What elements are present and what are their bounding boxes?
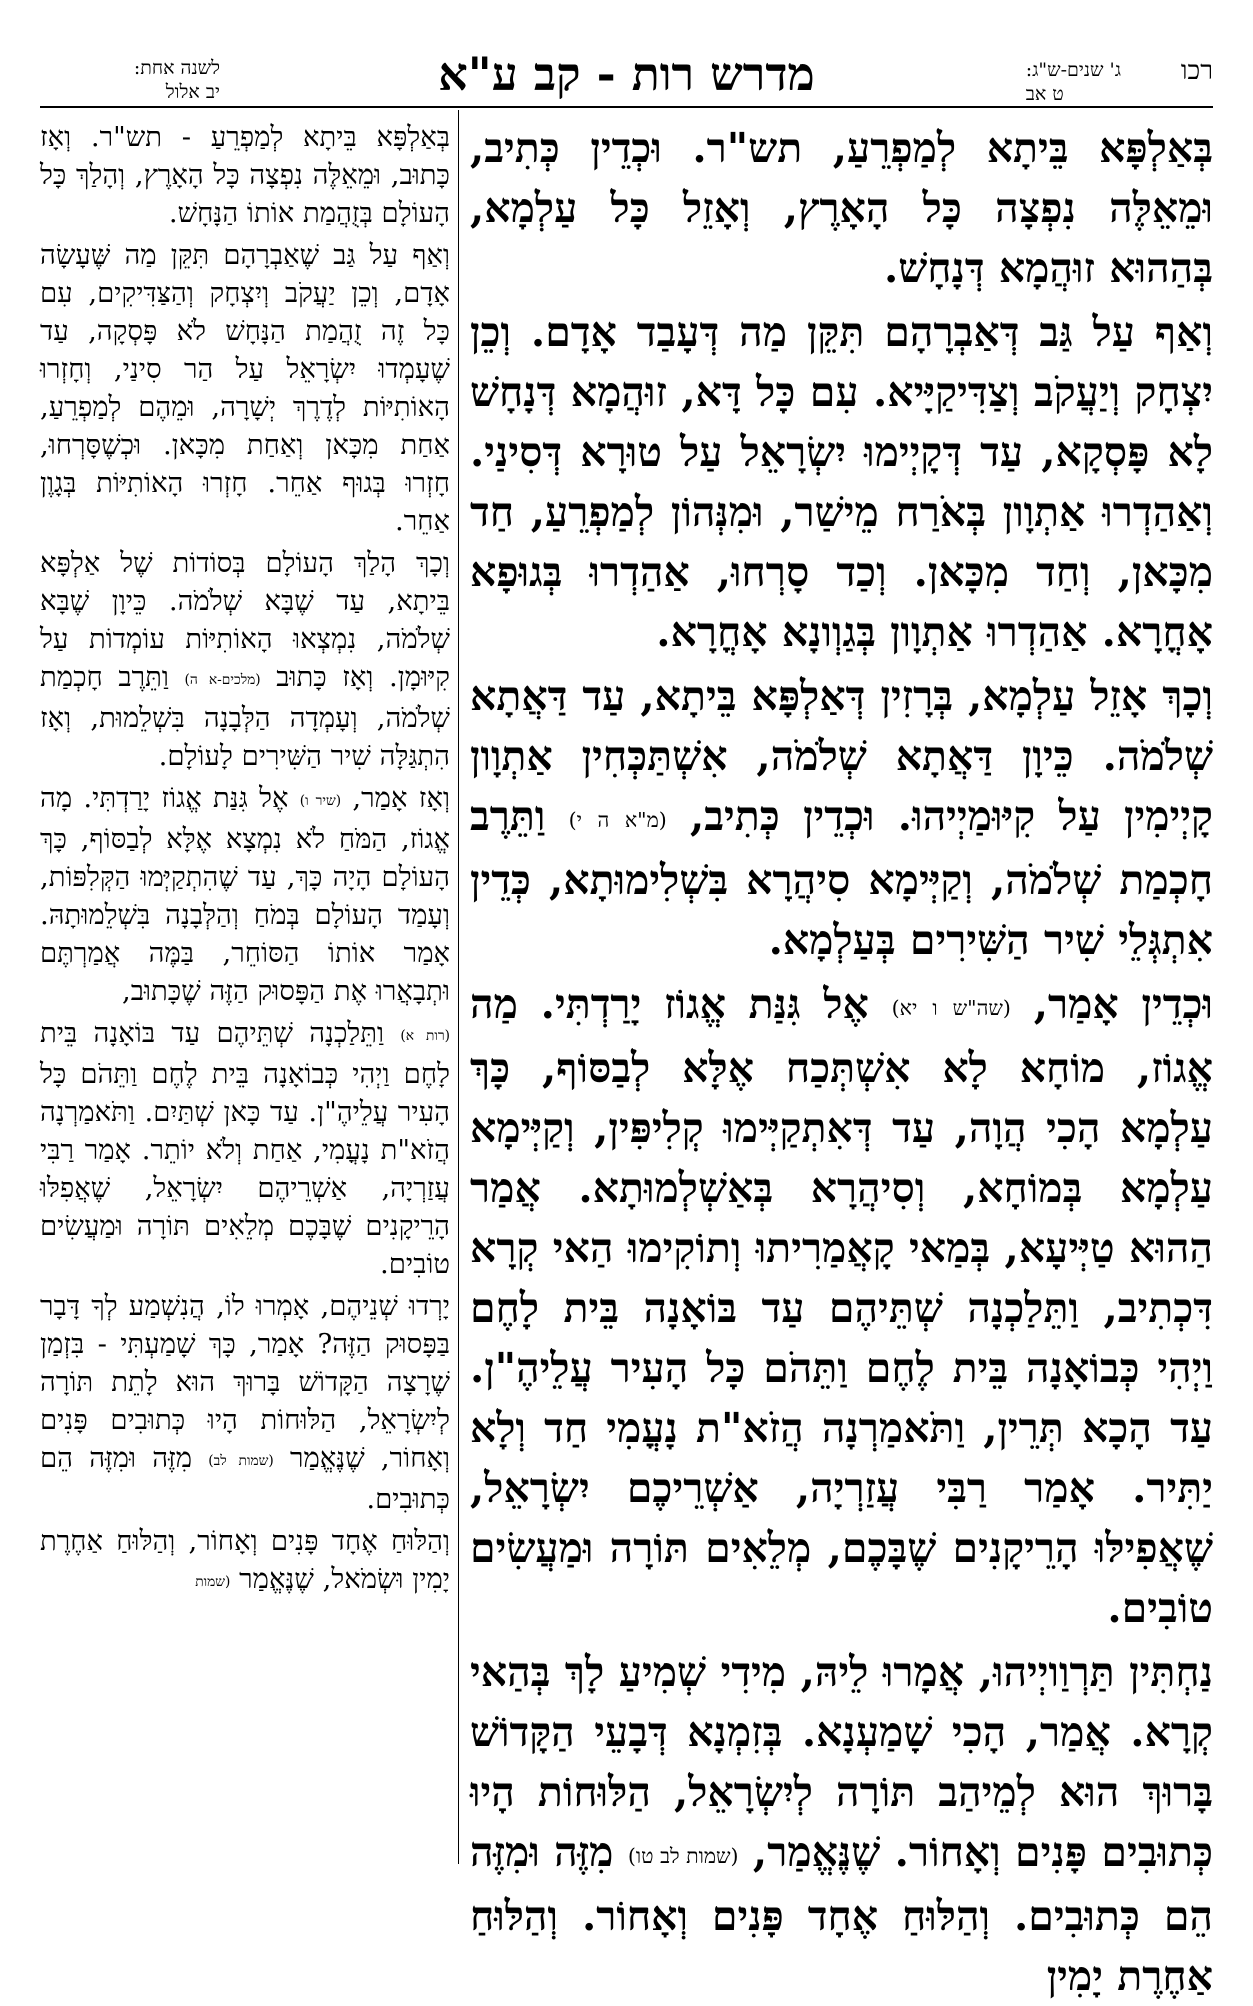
page-title: מדרש רות - קב ע"א bbox=[438, 47, 815, 101]
verse-reference: (שה"ש ו יא) bbox=[891, 995, 1011, 1020]
three-year-date: ט אב bbox=[1025, 83, 1064, 105]
three-year-label: ג' שנים-ש"ג: bbox=[1025, 59, 1121, 81]
aramaic-paragraph: וְאַף עַל גַּב דְּאַבְרָהָם תִּקֵּן מַה דְּעָבַד אָדָם. וְכֵן יִצְחָק וְיַעֲקֹב וְצַדִּיקַיָּיא. עִם כָּל דָּא, זוּהֲמָא דְּנָחָשׁ לָא פָּסְקָא, עַד דְּקָיְימוּ יִשְׂרָאֵל עַל טוּרָא דְּסִינַי. וְאַהַדְרוּ אַתְוָון בְּאֹרַח מֵישַׁר, וּמִנְּהוֹן לְמַפְרֵעַ, חַד מִכָּאן, וְחַד מִכָּאן. וְכַד סָרְחוּ, אַהַדְרוּ בְּגוּפָא אָחֳרָא. אַהַדְרוּ אַתְוָון בְּגַוְונָא אָחֳרָא. bbox=[470, 308, 1213, 656]
hebrew-paragraph: וְכָךְ הָלַךְ הָעוֹלָם בְּסוֹדוֹת שֶׁל אַלְפָּא בֵּיתָא, עַד שֶׁבָּא שְׁלֹמֹה. כֵּיוָן שֶׁבָּא שְׁלֹמֹה, נִמְצְאוּ הָאוֹתִיּוֹת עוֹמְדוֹת עַל קִיּוּמָן. וְאָז כָּתוּב (מלכים-א ה) וַתֵּרֶב חָכְמַת שְׁלֹמֹה, וְעָמְדָה הַלְּבָנָה בִּשְׁלֵמוּת, וְאָז הִתְגַּלָּה שִׁיר הַשִּׁירִים לָעוֹלָם. bbox=[40, 547, 450, 772]
aramaic-paragraph: נַחְתִּין תַּרְוַויְיהוּ, אֲמָרוּ לֵיהּ, מִידִי שְׁמִיעַ לָךְ בְּהַאי קְרָא. אֲמַר, הָכִי שָׁמַעְנָא. בְּזִמְנָא דְּבָעֵי הַקָּדוֹשׁ בָּרוּךְ הוּא לְמֵיהַב תּוֹרָה לְיִשְׂרָאֵל, הַלּוּחוֹת הָיוּ כְּתוּבִים פָּנִים וְאָחוֹר. שֶׁנֶּאֱמַר, (שמות לב טו) מִזֶּה וּמִזֶּה הֵם כְּתוּבִים. וְהַלּוּחַ אֶחָד פָּנִים וְאָחוֹר. וְהַלּוּחַ אַחֶרֶת יָמִין bbox=[470, 1647, 1213, 2000]
hebrew-paragraph: וְאָז אָמַר, (שיר ו) אֶל גִּנַּת אֱגוֹז יָרַדְתִּי. מָה אֱגוֹז, הַמֹּחַ לֹא נִמְצָא אֶלָּא לְבַסּוֹף, כָּךְ הָעוֹלָם הָיָה כָּךְ, עַד שֶׁהִתְקַיְּמוּ הַקְּלִפּוֹת, וְעָמַד הָעוֹלָם בְּמֹחַ וְהַלְּבָנָה בִּשְׁלֵמוּתָהּ. אָמַר אוֹתוֹ הַסּוֹחֵר, בַּמֶּה אֲמַרְתֶּם וּתְבָאֲרוּ אֶת הַפָּסוּק הַזֶּה שֶׁכָּתוּב, bbox=[40, 781, 450, 1007]
verse-reference: (שיר ו) bbox=[299, 792, 342, 809]
hebrew-translation-column bbox=[40, 118, 450, 1864]
one-year-label: לשנה אחת: bbox=[133, 57, 220, 79]
header-rule bbox=[40, 106, 1213, 108]
hebrew-paragraph: וְהַלּוּחַ אֶחָד פָּנִים וְאָחוֹר, וְהַלּוּחַ אַחֶרֶת יָמִין וּשְׂמֹאל, שֶׁנֶּאֱמַר (שמות bbox=[40, 1524, 450, 1595]
aramaic-column bbox=[470, 118, 1213, 2000]
one-year-date: יב אלול bbox=[165, 81, 220, 103]
hebrew-paragraph: יָרְדוּ שְׁנֵיהֶם, אָמְרוּ לוֹ, הֲנִשְׁמַע לְךָ דָּבָר בַּפָּסוּק הַזֶּה? אָמַר, כָּךְ שָׁמַעְתִּי - בִּזְמַן שֶׁרָצָה הַקָּדוֹשׁ בָּרוּךְ הוּא לָתֵת תּוֹרָה לְיִשְׂרָאֵל, הַלּוּחוֹת הָיוּ כְּתוּבִים פָּנִים וְאָחוֹר, שֶׁנֶּאֱמַר (שמות לב) מִזֶּה וּמִזֶּה הֵם כְּתוּבִים. bbox=[40, 1289, 451, 1515]
verse-reference: (שמות לב) bbox=[208, 1452, 274, 1469]
verse-reference: (רות א) bbox=[400, 1027, 450, 1044]
column-divider bbox=[458, 110, 459, 1864]
hebrew-paragraph: (רות א) וַתֵּלַכְנָה שְׁתֵּיהֶם עַד בּוֹאָנָה בֵּית לָחֶם וַיְהִי כְּבוֹאָנָה בֵּית לֶחֶם וַתֵּהֹם כָּל הָעִיר עֲלֵיהֶ"ן. עַד כָּאן שְׁתַּיִם. וַתֹּאמַרְנָה הֲזֹא"ת נָעֳמִי, אַחַת וְלֹא יוֹתֵר. אָמַר רַבִּי עֲזַרְיָה, אַשְׁרֵיהֶם יִשְׂרָאֵל, שֶׁאֲפִלּוּ הָרֵיקָנִים שֶׁבָּכֶם מְלֵאִים תּוֹרָה וּמַעֲשִׂים טוֹבִים. bbox=[40, 1016, 450, 1280]
aramaic-paragraph: בְּאַלְפָּא בֵּיתָא לְמַפְרֵעַ, תש"ר. וּכְדֵין כְּתִיב, וּמֵאֵלֶּה נִפְצָה כָּל הָאָרֶץ, וְאָזֵל כָּל עַלְמָא, בְּהַהוּא זוּהֲמָא דְּנָחָשׁ. bbox=[470, 124, 1213, 292]
aramaic-paragraph: וּכְדֵין אָמַר, (שה"ש ו יא) אֶל גִּנַּת אֱגוֹז יָרַדְתִּי. מַה אֱגוֹז, מוֹחָא לָא אִשְׁתְּכַח אֶלָּא לְבַסּוֹף, כָּךְ עַלְמָא הָכִי הֲוָה, עַד דְּאִתְקַיְּימוּ קְלִיפִּין, וְקַיְּימָא עַלְמָא בְּמוֹחָא, וְסִיהֲרָא בְּאַשְׁלְמוּתָא. אֲמַר הַהוּא טַיְּיעָא, בְּמַאי קָאֲמַרִיתוּ וְתוֹקִימוּ הַאי קְרָא דִּכְתִיב, וַתֵּלַכְנָה שְׁתֵּיהֶם עַד בּוֹאָנָה בֵּית לָחֶם וַיְהִי כְּבוֹאָנָה בֵּית לֶחֶם וַתֵּהֹם כָּל הָעִיר עֲלֵיהֶ"ן. עַד הָכָא תְּרֵין, וַתֹּאמַרְנָה הֲזֹא"ת נָעֳמִי חַד וְלָא יַתִּיר. אָמַר רַבִּי עֲזַרְיָה, אַשְׁרֵיכֶם יִשְׂרָאֵל, שֶׁאֲפִילּוּ הָרֵיקָנִים שֶׁבָּכֶם, מְלֵאִים תּוֹרָה וּמַעֲשִׂים טוֹבִים. bbox=[470, 979, 1213, 1632]
hebrew-paragraph: וְאַף עַל גַּב שֶׁאַבְרָהָם תִּקֵּן מַה שֶּׁעָשָׂה אָדָם, וְכֵן יַעֲקֹב וְיִצְחָק וְהַצַּדִּיקִים, עִם כָּל זֶה זֻהֲמַת הַנָּחָשׁ לֹא פָּסְקָה, עַד שֶׁעָמְדוּ יִשְׂרָאֵל עַל הַר סִינַי, וְחָזְרוּ הָאוֹתִיּוֹת לְדֶרֶךְ יְשָׁרָה, וּמֵהֶם לְמַפְרֵעַ, אַחַת מִכָּאן וְאַחַת מִכָּאן. וּכְשֶׁסָּרְחוּ, חָזְרוּ בְּגוּף אַחֵר. חָזְרוּ הָאוֹתִיּוֹת בְּגָוֶן אַחֵר. bbox=[40, 239, 450, 537]
hebrew-paragraph: בְּאַלְפָּא בֵּיתָא לְמַפְרֵעַ - תש"ר. וְאָז כָּתוּב, וּמֵאֵלֶּה נִפְצָה כָּל הָאָרֶץ, וְהָלַךְ כָּל הָעוֹלָם בְּזֻהֲמַת אוֹתוֹ הַנָּחָשׁ. bbox=[40, 121, 450, 229]
page-number: רכו bbox=[1180, 56, 1213, 86]
aramaic-paragraph: וְכָךְ אָזֵל עַלְמָא, בְּרָזִין דְּאַלְפָּא בֵּיתָא, עַד דַּאֲתָא שְׁלֹמֹה. כֵּיוָן דַּאֲתָא שְׁלֹמֹה, אִשְׁתַּכְּחִין אַתְוָון קָיְימִין עַל קִיּוּמַיְיהוּ. וּכְדֵין כְּתִיב, (מ"א ה י) וַתֵּרֶב חָכְמַת שְׁלֹמֹה, וְקַיְּימָא סִיהֲרָא בִּשְׁלִימוּתָא, כְּדֵין אִתְגְּלֵי שִׁיר הַשִּׁירִים בְּעַלְמָא. bbox=[470, 672, 1213, 964]
verse-reference: (שמות לב טו) bbox=[627, 1843, 739, 1868]
verse-reference: (מלכים-א ה) bbox=[184, 671, 261, 688]
page-header bbox=[40, 44, 1213, 105]
verse-reference: (שמות bbox=[195, 1573, 231, 1590]
daily-schedule-three-year bbox=[1026, 58, 1121, 106]
verse-reference: (מ"א ה י) bbox=[568, 807, 667, 832]
